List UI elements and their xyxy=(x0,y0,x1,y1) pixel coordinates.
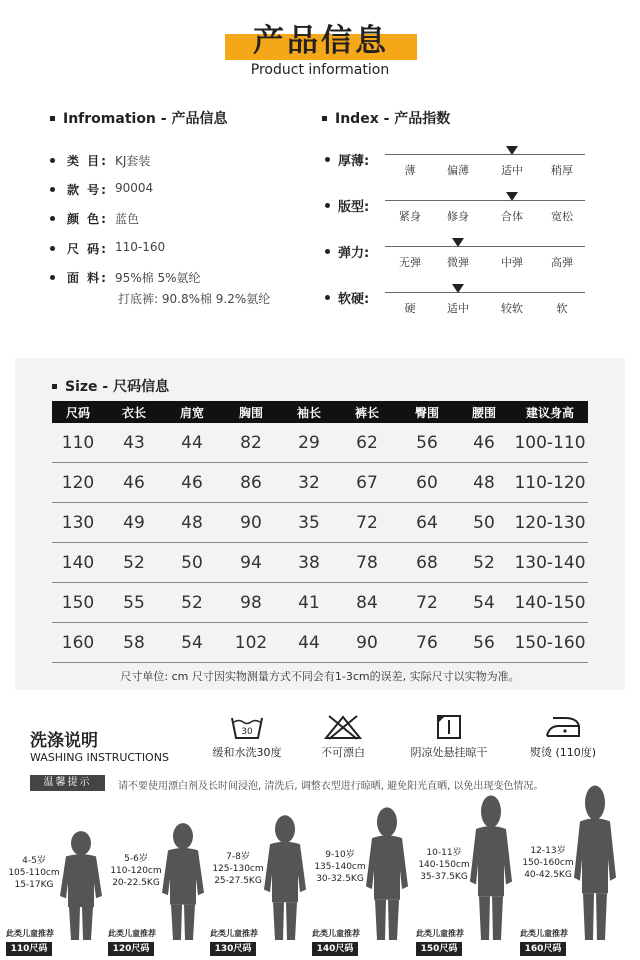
info-heading xyxy=(50,108,227,128)
size-cell: 78 xyxy=(336,543,398,583)
scale-marker-icon xyxy=(452,238,464,247)
size-cell: 120 xyxy=(52,463,104,503)
kid-age: 5-6岁 xyxy=(124,854,148,864)
size-cell: 82 xyxy=(220,423,282,463)
info-label: 颜 色: xyxy=(67,212,108,226)
index-scale-option: 微弹 xyxy=(447,256,469,269)
info-value: 蓝色 xyxy=(115,212,140,226)
size-header-cell: 袖长 xyxy=(282,401,336,423)
index-scale-option: 硬 xyxy=(404,302,416,315)
care-no-bleach xyxy=(288,714,398,760)
no-bleach-icon xyxy=(323,714,363,740)
size-cell: 38 xyxy=(282,543,336,583)
size-cell: 76 xyxy=(398,623,456,663)
child-silhouette-icon xyxy=(570,784,620,940)
size-cell: 110 xyxy=(52,423,104,463)
info-label: 面 料: xyxy=(67,271,108,285)
size-cell: 130-140 xyxy=(512,543,588,583)
bullet-icon xyxy=(325,157,330,162)
table-row xyxy=(52,623,588,663)
info-row-size xyxy=(50,240,165,257)
kid-weight: 25-27.5KG xyxy=(214,876,262,886)
child-silhouette-icon xyxy=(260,814,310,940)
square-bullet-icon xyxy=(52,384,57,389)
size-table-body xyxy=(52,423,588,663)
kid-weight: 30-32.5KG xyxy=(316,874,364,884)
index-scale-option: 适中 xyxy=(447,302,469,315)
kid-height: 150-160cm xyxy=(522,858,574,868)
size-cell: 84 xyxy=(336,583,398,623)
index-scale-label xyxy=(325,196,369,215)
index-scale-option: 偏薄 xyxy=(447,164,469,177)
kid-recommend-label: 此类儿童推荐 xyxy=(6,929,54,938)
kid-weight: 20-22.5KG xyxy=(112,878,160,888)
index-scale-line xyxy=(385,200,585,201)
kid-size-badge: 140尺码 xyxy=(312,942,358,956)
size-cell: 48 xyxy=(164,503,220,543)
tip-text: 请不要使用漂白剂及长时间浸泡, 清洗后, 调整衣型进行晾晒, 避免阳光直晒, 以免出现变色情况。 xyxy=(118,781,544,792)
care-iron xyxy=(508,714,618,760)
index-scale-label-text: 软硬: xyxy=(338,292,370,307)
index-scale-option: 薄 xyxy=(404,164,416,177)
info-value: 90004 xyxy=(115,181,154,195)
kid-size-badge: 130尺码 xyxy=(210,942,256,956)
square-bullet-icon xyxy=(50,116,55,121)
bullet-icon xyxy=(325,249,330,254)
info-label: 尺 码: xyxy=(67,242,108,256)
size-cell: 46 xyxy=(164,463,220,503)
kid-weight: 40-42.5KG xyxy=(524,870,572,880)
size-cell: 90 xyxy=(336,623,398,663)
size-cell: 32 xyxy=(282,463,336,503)
care-label: 阴凉处悬挂晾干 xyxy=(410,746,488,759)
kid-height: 135-140cm xyxy=(314,862,366,872)
index-scale-label xyxy=(325,150,369,169)
size-cell: 55 xyxy=(104,583,164,623)
kid-height: 110-120cm xyxy=(110,866,162,876)
wash-temp-text: 30 xyxy=(241,727,253,737)
bullet-icon xyxy=(325,203,330,208)
index-scale-option: 适中 xyxy=(501,164,523,177)
child-silhouette-icon xyxy=(466,794,516,940)
kid-age: 9-10岁 xyxy=(325,850,355,860)
size-cell: 94 xyxy=(220,543,282,583)
size-cell: 120-130 xyxy=(512,503,588,543)
washing-title: 洗涤说明 xyxy=(30,731,98,751)
index-scale-option: 合体 xyxy=(501,210,523,223)
size-cell: 52 xyxy=(456,543,512,583)
info-value: 95%棉 5%氨纶 xyxy=(115,271,201,285)
bullet-icon xyxy=(50,246,55,251)
table-row xyxy=(52,463,588,503)
size-cell: 72 xyxy=(398,583,456,623)
index-scale-option: 中弹 xyxy=(501,256,523,269)
index-scale-option: 稍厚 xyxy=(551,164,573,177)
index-scale-option: 较软 xyxy=(501,302,523,315)
size-cell: 35 xyxy=(282,503,336,543)
size-header-cell: 裤长 xyxy=(336,401,398,423)
size-cell: 56 xyxy=(456,623,512,663)
size-cell: 52 xyxy=(104,543,164,583)
size-cell: 100-110 xyxy=(512,423,588,463)
kid-age: 4-5岁 xyxy=(22,856,46,866)
bullet-icon xyxy=(50,158,55,163)
index-scale-label-text: 版型: xyxy=(338,200,370,215)
kid-recommend-label: 此类儿童推荐 xyxy=(312,929,360,938)
size-cell: 110-120 xyxy=(512,463,588,503)
info-value: 110-160 xyxy=(115,240,166,254)
title-block xyxy=(225,20,417,66)
kid-size-badge: 110尺码 xyxy=(6,942,52,956)
size-table xyxy=(52,401,588,663)
index-scale-label xyxy=(325,242,369,261)
care-label: 不可漂白 xyxy=(321,746,365,759)
kid-age: 12-13岁 xyxy=(530,846,566,856)
table-row xyxy=(52,503,588,543)
kid-recommend-label: 此类儿童推荐 xyxy=(210,929,258,938)
tip-badge: 温馨提示 xyxy=(30,775,105,791)
page-title: 产品信息 xyxy=(253,23,389,59)
size-cell: 102 xyxy=(220,623,282,663)
kid-recommend-label: 此类儿童推荐 xyxy=(520,929,568,938)
size-cell: 52 xyxy=(164,583,220,623)
size-cell: 56 xyxy=(398,423,456,463)
size-cell: 150-160 xyxy=(512,623,588,663)
table-row xyxy=(52,583,588,623)
kid-weight: 15-17KG xyxy=(14,880,54,890)
kid-height: 125-130cm xyxy=(212,864,264,874)
index-scale-label xyxy=(325,288,369,307)
size-cell: 50 xyxy=(164,543,220,583)
index-scale-option: 紧身 xyxy=(399,210,421,223)
scale-marker-icon xyxy=(452,284,464,293)
square-bullet-icon xyxy=(322,116,327,121)
kid-weight: 35-37.5KG xyxy=(420,872,468,882)
info-row-style-no xyxy=(50,181,153,198)
bullet-icon xyxy=(325,295,330,300)
size-cell: 48 xyxy=(456,463,512,503)
size-heading xyxy=(52,376,169,396)
size-header-cell: 衣长 xyxy=(104,401,164,423)
child-silhouette-icon xyxy=(158,822,208,940)
care-label: 熨烫 (110度) xyxy=(529,746,597,759)
index-heading xyxy=(322,108,450,128)
shade-dry-icon xyxy=(436,714,462,740)
kid-size-badge: 160尺码 xyxy=(520,942,566,956)
size-cell: 64 xyxy=(398,503,456,543)
iron-icon xyxy=(543,714,583,740)
scale-marker-icon xyxy=(506,192,518,201)
kid-height: 140-150cm xyxy=(418,860,470,870)
bullet-icon xyxy=(50,275,55,280)
index-scale-option: 修身 xyxy=(447,210,469,223)
info-row-color xyxy=(50,210,139,227)
info-heading-text: Infromation - 产品信息 xyxy=(63,111,228,127)
size-header-cell: 建议身高 xyxy=(512,401,588,423)
info-value: KJ套装 xyxy=(115,154,151,168)
child-silhouette-icon xyxy=(362,806,412,940)
size-cell: 67 xyxy=(336,463,398,503)
size-cell: 41 xyxy=(282,583,336,623)
fabric-leggings: 打底裤: 90.8%棉 9.2%氨纶 xyxy=(118,292,271,306)
size-cell: 90 xyxy=(220,503,282,543)
size-header-cell: 肩宽 xyxy=(164,401,220,423)
index-scale-option: 高弹 xyxy=(551,256,573,269)
index-heading-text: Index - 产品指数 xyxy=(335,111,451,127)
table-row xyxy=(52,423,588,463)
page-subtitle: Product information xyxy=(250,62,390,78)
bullet-icon xyxy=(50,216,55,221)
care-wash-30 xyxy=(192,714,302,760)
size-heading-text: Size - 尺码信息 xyxy=(65,379,170,395)
size-note: 尺寸单位: cm 尺寸因实物测量方式不同会有1-3cm的误差, 实际尺寸以实物为准。 xyxy=(120,670,520,683)
info-label: 款 号: xyxy=(67,183,108,197)
size-cell: 140 xyxy=(52,543,104,583)
index-scale-option: 宽松 xyxy=(551,210,573,223)
table-row xyxy=(52,543,588,583)
index-scale-line xyxy=(385,246,585,247)
size-cell: 86 xyxy=(220,463,282,503)
size-header-cell: 胸围 xyxy=(220,401,282,423)
index-scale-label-text: 厚薄: xyxy=(338,154,370,169)
scale-marker-icon xyxy=(506,146,518,155)
size-cell: 29 xyxy=(282,423,336,463)
size-cell: 68 xyxy=(398,543,456,583)
size-cell: 46 xyxy=(104,463,164,503)
kid-size-badge: 150尺码 xyxy=(416,942,462,956)
size-cell: 160 xyxy=(52,623,104,663)
child-silhouette-icon xyxy=(56,830,106,940)
size-cell: 49 xyxy=(104,503,164,543)
kid-age: 7-8岁 xyxy=(226,852,250,862)
size-cell: 62 xyxy=(336,423,398,463)
size-header-cell: 尺码 xyxy=(52,401,104,423)
wash-30-icon xyxy=(230,714,264,740)
size-cell: 44 xyxy=(164,423,220,463)
size-cell: 54 xyxy=(456,583,512,623)
kid-recommend-label: 此类儿童推荐 xyxy=(416,929,464,938)
index-scale-option: 无弹 xyxy=(399,256,421,269)
size-header-cell: 腰围 xyxy=(456,401,512,423)
size-cell: 150 xyxy=(52,583,104,623)
size-cell: 98 xyxy=(220,583,282,623)
size-cell: 140-150 xyxy=(512,583,588,623)
size-cell: 43 xyxy=(104,423,164,463)
size-header-cell: 臀围 xyxy=(398,401,456,423)
index-scale-line xyxy=(385,154,585,155)
washing-subtitle: WASHING INSTRUCTIONS xyxy=(30,751,169,764)
size-table-header xyxy=(52,401,588,423)
info-label: 类 目: xyxy=(67,154,108,168)
bullet-icon xyxy=(50,187,55,192)
index-scale-label-text: 弹力: xyxy=(338,246,370,261)
index-scale-line xyxy=(385,292,585,293)
size-cell: 58 xyxy=(104,623,164,663)
size-cell: 46 xyxy=(456,423,512,463)
kid-recommend-label: 此类儿童推荐 xyxy=(108,929,156,938)
care-shade-dry xyxy=(394,714,504,760)
kid-size-badge: 120尺码 xyxy=(108,942,154,956)
size-cell: 44 xyxy=(282,623,336,663)
info-row-fabric xyxy=(50,269,201,286)
kid-age: 10-11岁 xyxy=(426,848,462,858)
care-label: 缓和水洗30度 xyxy=(212,746,282,759)
size-cell: 72 xyxy=(336,503,398,543)
size-cell: 130 xyxy=(52,503,104,543)
size-cell: 50 xyxy=(456,503,512,543)
size-cell: 54 xyxy=(164,623,220,663)
kid-height: 105-110cm xyxy=(8,868,60,878)
index-scale-option: 软 xyxy=(556,302,568,315)
info-row-category xyxy=(50,152,150,169)
size-cell: 60 xyxy=(398,463,456,503)
